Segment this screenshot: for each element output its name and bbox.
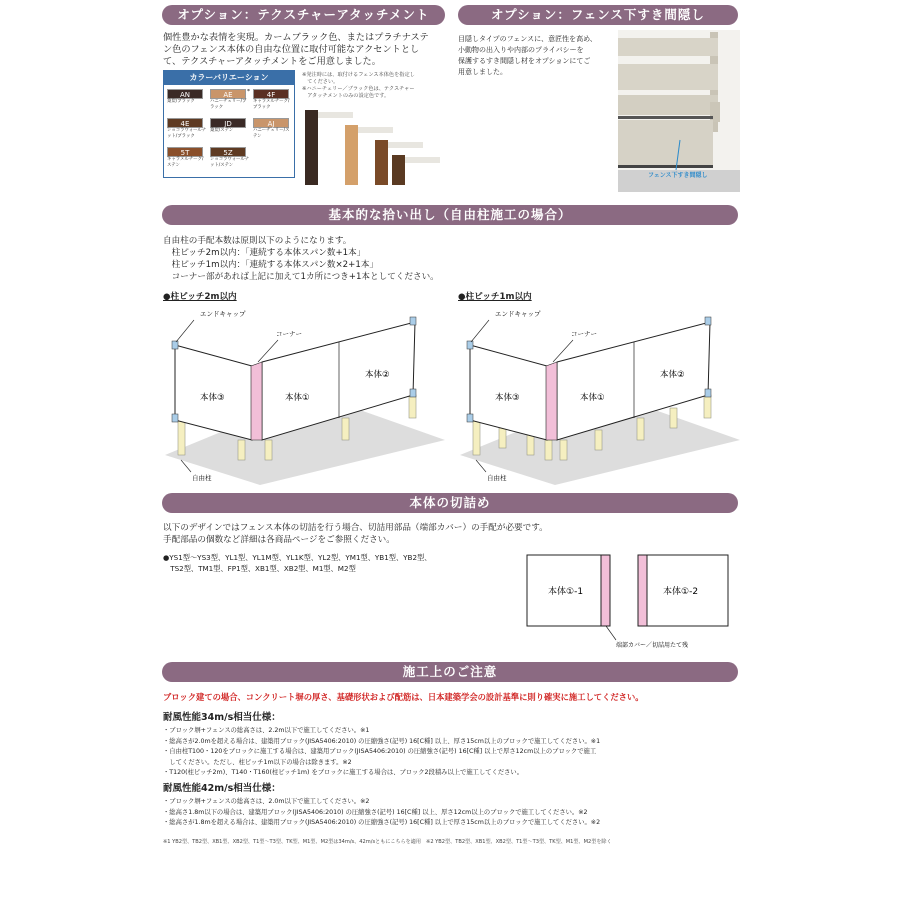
free-post	[637, 418, 644, 440]
free-post	[545, 440, 552, 460]
spec-item: ・T120(柱ピッチ2m)、T140・T160(柱ピッチ1m) をブロックに施工する場合は、ブロック2段積み以上で施工してください。	[163, 769, 524, 776]
spec-item: ・ブロック塀+フェンスの総高さは、2.0m以下で施工してください。※2	[163, 798, 370, 805]
swatch-label: ショコラウォールナット/ブラック	[167, 128, 207, 139]
swatch-chip: 5Z	[210, 147, 246, 157]
desc-line: 手配部品の個数など詳細は各商品ページをご参照ください。	[163, 535, 395, 545]
free-post	[670, 408, 677, 428]
spec-item: ・総高さが1.8mを超える場合は、建築用ブロック(JISA5406:2010) の圧縮強さ(記号) 16[C種] 以上で厚さ15cm以上のブロックで施工してください。※2	[163, 819, 601, 826]
swatch-chip: 4F	[253, 89, 289, 99]
endcap-label: エンドキャップ	[200, 310, 246, 318]
spec-42-list	[163, 797, 600, 829]
post-label: 自由柱	[487, 474, 507, 482]
texture-notes	[302, 72, 415, 100]
spec-item: ・総高さが2.0mを超える場合は、建築用ブロック(JISA5406:2010) の圧縮強さ(記号) 16[C種] 以上、厚さ15cm以上のブロックで施工してください。※1	[163, 737, 601, 745]
free-post	[527, 435, 534, 455]
panel-3-label: 本体③	[495, 393, 520, 403]
free-post	[704, 395, 711, 418]
desc-line: ン色のフェンス本体の自由な位置に取付可能なアクセントとし	[163, 44, 420, 55]
spec-item: ・総高さ1.8m以下の場合は、建築用ブロック(JISA5406:2010) の圧縮強さ(記号) 16[C種] 以上、厚さ12cm以上のブロックで施工してください。※2	[163, 808, 588, 816]
swatch-label: キャラメルチーク/ステン	[167, 157, 204, 168]
color-swatch	[167, 118, 207, 139]
desc-line: て、テクスチャーアタッチメントをご用意しました。	[163, 56, 381, 67]
color-swatch	[167, 89, 207, 105]
corner-label: コーナー	[571, 330, 597, 338]
swatch-label: キャラメルチーク/ブラック	[253, 99, 290, 110]
free-post	[473, 420, 480, 455]
basic-pickup-header: 基本的な拾い出し（自由柱施工の場合）	[162, 205, 738, 225]
swatch-label: 桑炭/ブラック	[167, 99, 195, 104]
swatch-mark: *	[247, 89, 250, 95]
desc-line: 以下のデザインではフェンス本体の切詰を行う場合、切詰用部品（端部カバー）の手配が必要です。	[163, 523, 548, 533]
cut-models	[163, 552, 431, 574]
spec-34-list	[163, 726, 600, 779]
caution-warning: ブロック建ての場合、コンクリート塀の厚さ、基礎形状および配筋は、日本建築学会の設計基準に則り確実に施工してください。	[163, 692, 644, 702]
end-cap	[172, 414, 178, 422]
desc-line: 個性豊かな表情を実現。カームブラック色、またはプラチナステ	[163, 32, 429, 43]
end-cap	[705, 317, 711, 325]
spec-item: ・ブロック塀+フェンスの総高さは、2.2m以下で施工してください。※1	[163, 727, 370, 734]
caution-header: 施工上のご注意	[162, 662, 738, 682]
free-post	[595, 430, 602, 450]
box-label-1: 本体①-1	[548, 587, 584, 597]
panel-1-label: 本体①	[580, 393, 605, 403]
color-swatch	[167, 147, 207, 168]
desc-line: 柱ピッチ1m以内：「連続する本体スパン数×2+1本」	[163, 260, 379, 270]
spec-item: ・自由柱T100・120をブロックに施工する場合は、建築用ブロック(JISA5406:2010) の圧縮強さ(記号) 16[C種] 以上で厚さ12cm以上のブロックで施工	[163, 748, 597, 755]
swatch-chip: AN	[167, 89, 203, 99]
end-cover-callout: 端部カバー／切詰用たて残	[616, 642, 689, 649]
diagram-heading-1m: ●柱ピッチ1m以内	[458, 292, 532, 302]
color-swatch	[210, 147, 250, 168]
end-cap	[410, 389, 416, 397]
free-post	[178, 420, 185, 455]
texture-attachment-header: オプション：テクスチャーアタッチメント	[162, 5, 445, 25]
panel-1-label: 本体①	[285, 393, 310, 403]
end-cap	[467, 341, 473, 349]
free-post	[499, 428, 506, 448]
swatch-chip: 5T	[167, 147, 203, 157]
desc-line: 柱ピッチ2m以内：「連続する本体スパン数+1本」	[163, 248, 366, 258]
swatch-label: 桑炭/ステン	[210, 128, 234, 133]
free-post	[560, 440, 567, 460]
panel-2-label: 本体②	[660, 370, 685, 380]
free-post	[342, 418, 349, 440]
swatch-label: ハニーチェリー/ステン	[253, 128, 290, 139]
models-line: TS2型、TM1型、FP1型、XB1型、XB2型、M1型、M2型	[163, 564, 356, 573]
color-swatch	[210, 89, 250, 110]
swatch-chip: AE	[210, 89, 246, 99]
color-variation-box	[163, 70, 295, 178]
texture-attachment-photo	[300, 105, 445, 185]
note-line: アタッチメントのみの設定色です。	[302, 93, 390, 99]
note-line: ※発注時には、取付けるフェンス本体色を指定し	[302, 72, 415, 78]
cut-header: 本体の切詰め	[162, 493, 738, 513]
free-post	[265, 440, 272, 460]
post-label: 自由柱	[192, 474, 212, 482]
fence-diagram-2m	[160, 300, 450, 485]
end-cap	[172, 341, 178, 349]
note-line: ※ハニーチェリー／ブラック色は、テクスチャー	[302, 86, 415, 92]
end-cap	[410, 317, 416, 325]
box-label-2: 本体①-2	[663, 587, 699, 597]
gap-cover-description	[458, 34, 597, 78]
color-swatch	[253, 89, 293, 110]
swatch-chip: AJ	[253, 118, 289, 128]
desc-line: 保護するすき間隠し材をオプションにてご	[458, 57, 591, 65]
swatch-label: ショコラウォールナット/ステン	[210, 157, 250, 168]
basic-description	[163, 235, 439, 283]
corner-post	[546, 362, 557, 440]
end-cap	[467, 414, 473, 422]
desc-line: 小動物の出入りや内部のプライバシーを	[458, 46, 584, 54]
desc-line: 用意しました。	[458, 68, 507, 76]
free-post	[238, 440, 245, 460]
endcap-leader	[471, 320, 489, 342]
spec-item: してください。ただし、柱ピッチ1m以下の場合は除きます。※2	[163, 758, 352, 766]
desc-line: 自由柱の手配本数は原則以下のようになります。	[163, 236, 352, 246]
swatch-chip: JD	[210, 118, 246, 128]
endcap-leader	[176, 320, 194, 342]
corner-label: コーナー	[276, 330, 302, 338]
texture-description	[163, 32, 429, 68]
panel-2-label: 本体②	[365, 370, 390, 380]
note-line: てください。	[302, 79, 339, 85]
models-line: ●YS1型～YS3型、YL1型、YL1M型、YL1K型、YL2型、YM1型、YB1型、YB2型、	[163, 553, 432, 562]
gap-cover-callout: フェンス下すき間隠し	[648, 172, 708, 179]
desc-line: 目隠しタイプのフェンスに、意匠性を高め、	[458, 35, 597, 43]
end-cap	[705, 389, 711, 397]
spec-34-heading: 耐風性能34m/s相当仕様：	[163, 712, 281, 723]
color-swatch	[210, 118, 250, 134]
corner-post	[251, 362, 262, 440]
color-swatch	[253, 118, 293, 139]
diagram-heading-2m: ●柱ピッチ2m以内	[163, 292, 237, 302]
swatch-chip: 4E	[167, 118, 203, 128]
panel-3-label: 本体③	[200, 393, 225, 403]
cut-description	[163, 522, 548, 546]
footnote: ※1 YB2型、TB2型、XB1型、XB2型、T1型～T3型、TK型、M1型、M2型は34m/s、42m/sともにこちらを適用 ※2 YB2型、TB2型、XB1型、XB2型、T1型～T3型、TK型、M1型、M2型を除く	[163, 839, 612, 845]
spec-42-heading: 耐風性能42m/s相当仕様：	[163, 783, 281, 794]
endcap-label: エンドキャップ	[495, 310, 541, 318]
cut-diagram	[520, 550, 740, 655]
swatch-label: ハニーチェリー/ブラック	[210, 99, 247, 110]
gap-cover-header: オプション：フェンス下すき間隠し	[458, 5, 738, 25]
gap-cover-photo	[618, 30, 740, 192]
free-post	[409, 395, 416, 418]
color-variation-title: カラーバリエーション	[164, 71, 294, 85]
fence-diagram-1m	[455, 300, 745, 485]
desc-line: コーナー部があれば上記に加えて1カ所につき+1本としてください。	[163, 272, 439, 282]
